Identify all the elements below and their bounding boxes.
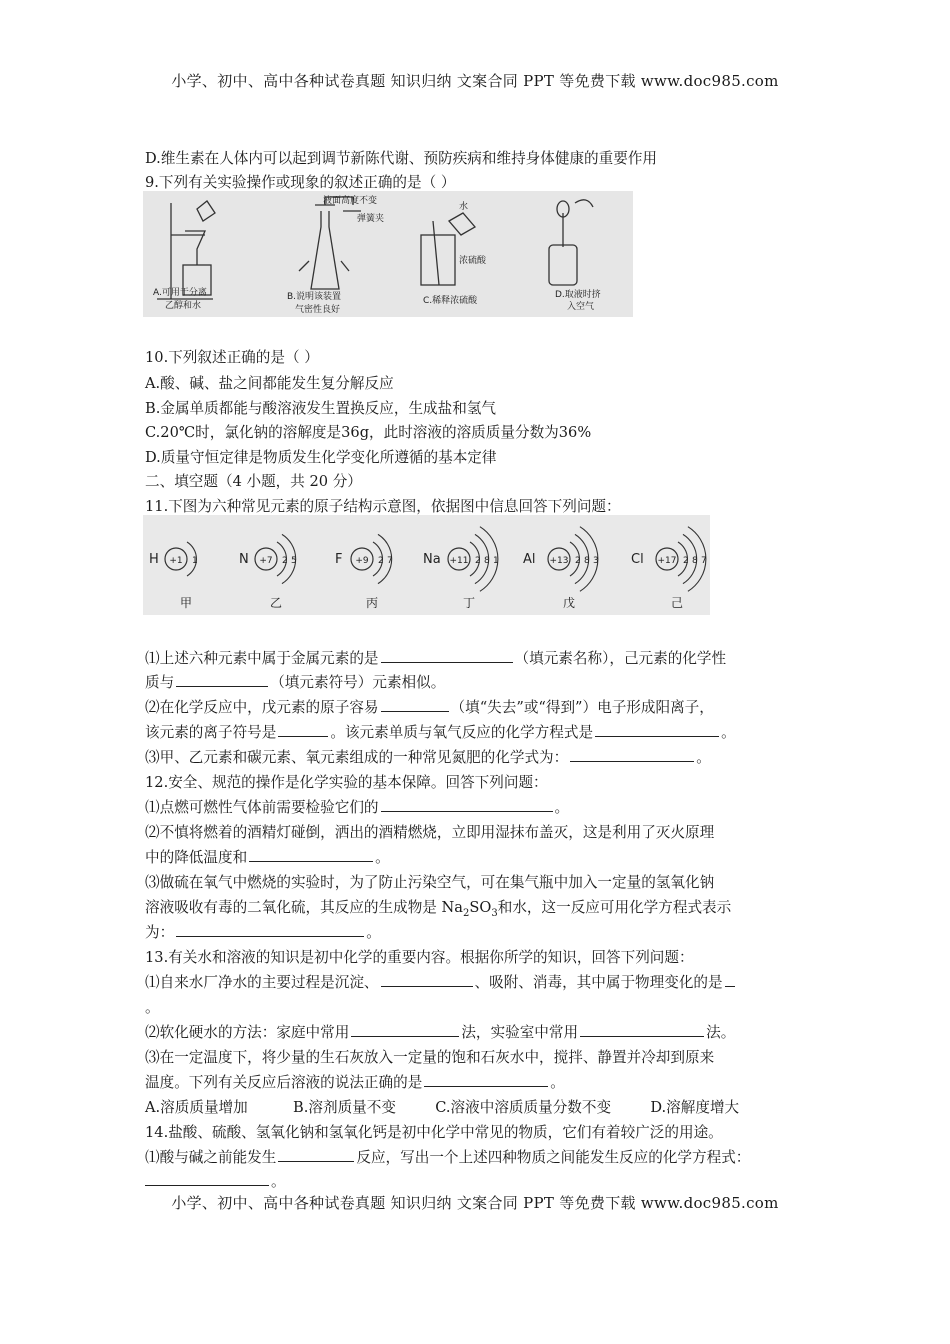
q11-p2-line1: ⑵在化学反应中，戊元素的原子容易 （填“失去”或“得到”）电子形成阳离子， xyxy=(145,699,714,716)
fig-a-label-2: 乙醇和水 xyxy=(165,301,202,311)
q12-stem: 12.安全、规范的操作是化学实验的基本保障。回答下列问题： xyxy=(145,774,548,791)
q11-p1-line2: 质与 （填元素符号）元素相似。 xyxy=(145,674,446,691)
element-symbol: Cl xyxy=(631,552,644,567)
atom-diagram-f xyxy=(335,534,393,610)
electron-count: 2 xyxy=(575,556,581,566)
nuclear-charge: +13 xyxy=(549,556,569,566)
atom-diagram-al xyxy=(523,527,599,610)
electron-count: 5 xyxy=(291,556,297,566)
electron-count: 2 xyxy=(475,556,481,566)
answer-blank[interactable] xyxy=(381,648,513,663)
section-2-title: 二、填空题（4 小题，共 20 分） xyxy=(145,473,362,490)
fig-d-label-2: 入空气 xyxy=(567,302,595,312)
electron-count: 8 xyxy=(692,556,698,566)
q13-p1-line1: ⑴自来水厂净水的主要过程是沉淀、 、吸附、消毒，其中属于物理变化的是 xyxy=(145,971,737,992)
fig-b-top-label: 液面高度不变 xyxy=(323,196,378,206)
answer-blank[interactable] xyxy=(381,797,553,812)
nuclear-charge: +1 xyxy=(169,556,183,566)
electron-count: 2 xyxy=(378,556,384,566)
fig-c-label: C.稀释浓硫酸 xyxy=(423,296,478,306)
element-symbol: Na xyxy=(423,552,441,567)
q13-options xyxy=(145,1096,739,1117)
q14-p1-line1: ⑴酸与碱之前能发生 反应，写出一个上述四种物质之间能发生反应的化学方程式： xyxy=(145,1149,751,1166)
nuclear-charge: +9 xyxy=(355,556,369,566)
q8-option-d: D.维生素在人体内可以起到调节新陈代谢、预防疾病和维持身体健康的重要作用 xyxy=(145,150,658,167)
answer-blank[interactable] xyxy=(580,1022,704,1037)
electron-count: 7 xyxy=(701,556,707,566)
fig-a-label-1: A.可用于分离 xyxy=(153,288,207,298)
q10-option-a: A.酸、碱、盐之间都能发生复分解反应 xyxy=(145,375,394,392)
glass-rod-c xyxy=(433,221,439,285)
funnel-a xyxy=(185,231,205,265)
atom-diagram-na xyxy=(423,527,499,610)
element-symbol: N xyxy=(239,552,249,567)
atom-label: 丙 xyxy=(366,596,379,610)
q12-p3-line1: ⑶做硫在氧气中燃烧的实验时，为了防止污染空气，可在集气瓶中加入一定量的氢氧化钠 xyxy=(145,874,715,891)
q11-stem: 11.下图为六种常见元素的原子结构示意图，依据图中信息回答下列问题： xyxy=(145,498,621,515)
atom-diagram-cl xyxy=(631,527,707,610)
fig-c-water-label: 水 xyxy=(459,202,469,212)
answer-blank[interactable] xyxy=(381,697,449,712)
electron-count: 1 xyxy=(192,556,198,566)
electron-count: 2 xyxy=(282,556,288,566)
q14-stem: 14.盐酸、硫酸、氢氧化钠和氢氧化钙是初中化学中常见的物质，它们有着较广泛的用途。 xyxy=(145,1124,723,1141)
nuclear-charge: +17 xyxy=(657,556,677,566)
q13-p2: ⑵软化硬水的方法：家庭中常用 法，实验室中常用 法。 xyxy=(145,1024,736,1041)
answer-blank[interactable] xyxy=(351,1022,459,1037)
q12-p3-line2: 溶液吸收有毒的二氧化硫，其反应的生成物是 $Na_2SO_3$和水，这一反应可用化学方程式表示 xyxy=(145,899,732,919)
answer-blank[interactable] xyxy=(424,1072,548,1087)
page-header: 小学、初中、高中各种试卷真题 知识归纳 文案合同 PPT 等免费下载 www.doc985.com xyxy=(171,72,779,90)
q9-stem: 9.下列有关实验操作或现象的叙述正确的是（ ） xyxy=(145,174,456,191)
beaker-water-c xyxy=(449,213,475,235)
fig-c-acid-label: 浓硫酸 xyxy=(459,256,487,266)
fig-b-label-2: 气密性良好 xyxy=(295,305,341,315)
q14-p1-line2: 。 xyxy=(145,1170,286,1191)
electron-count: 7 xyxy=(387,556,393,566)
answer-blank[interactable] xyxy=(176,922,364,937)
page-footer: 小学、初中、高中各种试卷真题 知识归纳 文案合同 PPT 等免费下载 www.doc985.com xyxy=(171,1194,779,1212)
nuclear-charge: +11 xyxy=(449,556,469,566)
q12-p1: ⑴点燃可燃性气体前需要检验它们的 。 xyxy=(145,799,570,816)
flask-b xyxy=(311,211,339,289)
q11-p3: ⑶甲、乙元素和碳元素、氧元素组成的一种常见氮肥的化学式为： 。 xyxy=(145,749,711,766)
q13-p1-line2: 。 xyxy=(145,999,160,1016)
q9-figure xyxy=(143,191,633,317)
answer-blank[interactable] xyxy=(595,722,719,737)
electron-count: 1 xyxy=(493,556,499,566)
fig-d-label-1: D.取液时挤 xyxy=(555,290,601,300)
q12-p2-line1: ⑵不慎将燃着的酒精灯碰倒，洒出的酒精燃烧，立即用湿抹布盖灭，这是利用了灭火原理 xyxy=(145,824,715,841)
answer-blank[interactable] xyxy=(249,847,373,862)
answer-blank[interactable] xyxy=(145,1171,269,1186)
electron-count: 8 xyxy=(484,556,490,566)
answer-blank[interactable] xyxy=(176,672,268,687)
q12-p2-line2: 中的降低温度和 。 xyxy=(145,849,390,866)
q13-option-c: C.溶液中溶质质量分数不变 xyxy=(435,1099,612,1116)
fig-b-label-1: B.说明该装置 xyxy=(287,292,342,302)
q12-p3-line3: 为： 。 xyxy=(145,924,381,941)
answer-blank[interactable] xyxy=(570,747,694,762)
beaker-pour-a xyxy=(197,201,215,221)
q11-atom-figure xyxy=(143,515,710,615)
atom-diagram-h xyxy=(149,542,198,610)
element-symbol: H xyxy=(149,552,159,567)
q13-option-a: A.溶质质量增加 xyxy=(145,1099,248,1116)
atom-label: 戊 xyxy=(563,596,576,610)
answer-blank[interactable] xyxy=(278,1147,354,1162)
nuclear-charge: +7 xyxy=(259,556,273,566)
element-symbol: F xyxy=(335,552,343,567)
fig-b-clip-label: 弹簧夹 xyxy=(357,214,385,224)
reagent-bottle-d xyxy=(549,245,577,285)
atom-label: 乙 xyxy=(270,596,283,610)
answer-blank[interactable] xyxy=(278,722,328,737)
q13-p3-line1: ⑶在一定温度下，将少量的生石灰放入一定量的饱和石灰水中，搅拌、静置并冷却到原来 xyxy=(145,1049,715,1066)
atom-diagram-n xyxy=(239,534,297,610)
q13-stem: 13.有关水和溶液的知识是初中化学的重要内容。根据你所学的知识，回答下列问题： xyxy=(145,949,694,966)
q13-option-b: B.溶剂质量不变 xyxy=(293,1099,396,1116)
q11-p2-line2: 该元素的离子符号是 。该元素单质与氧气反应的化学方程式是 。 xyxy=(145,724,736,741)
q10-option-b: B.金属单质都能与酸溶液发生置换反应，生成盐和氢气 xyxy=(145,400,497,417)
q13-p3-line2: 温度。下列有关反应后溶液的说法正确的是 。 xyxy=(145,1074,565,1091)
q10-stem: 10.下列叙述正确的是（ ） xyxy=(145,349,319,366)
atom-label: 己 xyxy=(671,596,684,610)
q10-option-c: C.20℃时，氯化钠的溶解度是36g，此时溶液的溶质质量分数为36% xyxy=(145,424,592,441)
answer-blank[interactable] xyxy=(725,972,735,987)
atom-label: 丁 xyxy=(463,596,476,610)
electron-count: 8 xyxy=(584,556,590,566)
electron-count: 2 xyxy=(683,556,689,566)
atom-label: 甲 xyxy=(180,596,193,610)
q11-p1-line1: ⑴上述六种元素中属于金属元素的是 （填元素名称），己元素的化学性 xyxy=(145,650,727,667)
electron-count: 3 xyxy=(593,556,599,566)
answer-blank[interactable] xyxy=(381,972,473,987)
q13-option-d: D.溶解度增大 xyxy=(650,1099,740,1116)
element-symbol: Al xyxy=(523,552,536,567)
q10-option-d: D.质量守恒定律是物质发生化学变化所遵循的基本定律 xyxy=(145,449,497,466)
